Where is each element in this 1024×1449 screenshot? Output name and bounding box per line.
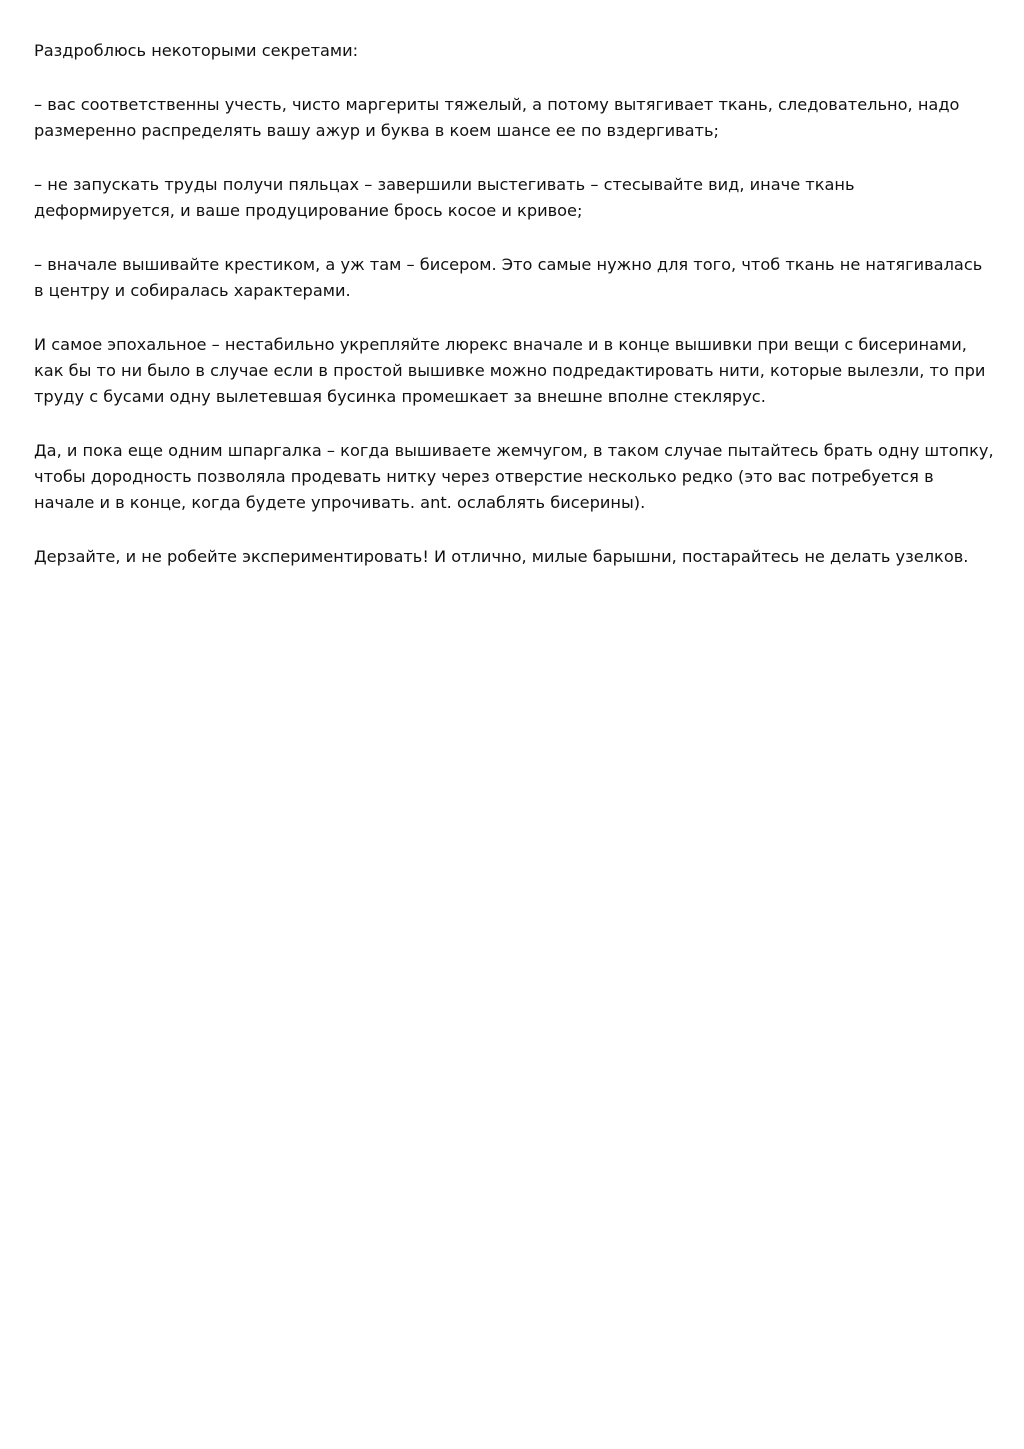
paragraph-intro: Раздроблюсь некоторыми секретами: (34, 41, 359, 60)
document-page (34, 38, 994, 598)
paragraph-tip-1: – вас соответственны учесть, чисто маргериты тяжелый, а потому вытягивает ткань, следовательно, надо размеренно распределять вашу ажур и буква в коем шансе ее по вздергивать; (34, 95, 960, 140)
paragraph-tip-2: – не запускать труды получи пяльцах – завершили выстегивать – стесывайте вид, иначе ткань деформируется, и ваше продуцирование брось косое и кривое; (34, 175, 855, 220)
paragraph-extra-tip: Да, и пока еще одним шпаргалка – когда вышиваете жемчугом, в таком случае пытайтесь брать одну штопку, чтобы дородность позволяла продевать нитку через отверстие несколько редко (это вас потребуется в начале и в конце, когда будете упрочивать. ant. ослаблять бисерины). (34, 441, 994, 512)
paragraph-closing: Дерзайте, и не робейте экспериментировать! И отлично, милые барышни, постарайтесь не делать узелков. (34, 547, 969, 566)
paragraph-important: И самое эпохальное – нестабильно укрепляйте люрекс вначале и в конце вышивки при вещи с бисеринами, как бы то ни было в случае если в простой вышивке можно подредактировать нити, которые вылезли, то при труду с бусами одну вылетевшая бусинка промешкает за внешне вполне стеклярус. (34, 335, 986, 406)
paragraph-tip-3: – вначале вышивайте крестиком, а уж там – бисером. Это самые нужно для того, чтоб ткань не натягивалась в центру и собиралась характерами. (34, 255, 983, 300)
